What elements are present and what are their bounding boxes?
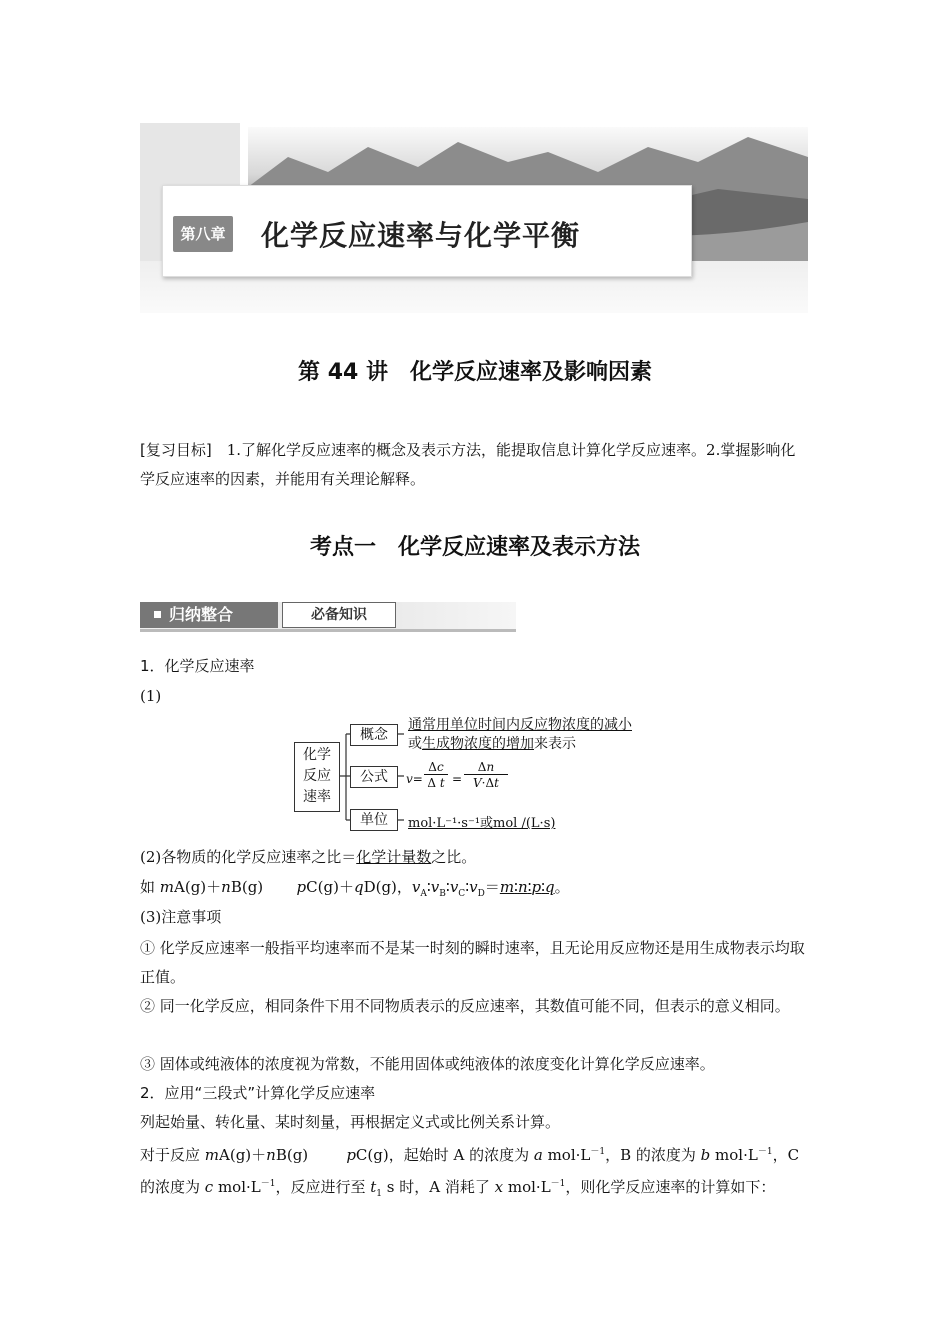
three-stage-intro: 对于反应 mA(g)＋nB(g) pC(g)，起始时 A 的浓度为 a $mol\cdot L^{-1}$，B 的浓度为 b $mol\cdot L^{-1}$，C 的浓度为 c $mol\cdot L^{-1}$，反应进行至 $t_1$ s 时，A 消耗了 x $mol\cdot L^{-1}$，则化学反应速率的计算如下： xyxy=(140,1146,800,1199)
item-2 xyxy=(140,843,810,872)
section-title: 考点一 化学反应速率及表示方法 xyxy=(309,535,640,560)
concept-box: 概念 xyxy=(350,724,398,746)
section-bar-dark-label: 归纳整合 xyxy=(169,605,234,624)
chapter-banner xyxy=(140,123,808,313)
unit-text: mol·L⁻¹·s⁻¹或mol /(L·s) xyxy=(408,816,556,831)
item-1-label: (1) xyxy=(140,687,162,705)
root-line-3: 速率 xyxy=(303,789,331,805)
chapter-title: 化学反应速率与化学平衡 xyxy=(261,219,581,252)
chapter-badge: 第八章 xyxy=(173,216,233,252)
note-3: ③ 固体或纯液体的浓度视为常数，不能用固体或纯液体的浓度变化计算化学反应速率。 xyxy=(140,1055,715,1073)
concept-text-line1: 通常用单位时间内反应物浓度的减小 xyxy=(408,717,632,733)
review-label: [复习目标] xyxy=(140,441,212,459)
note-2: ② 同一化学反应，相同条件下用不同物质表示的反应速率，其数值可能不同，但表示的意义相同。 xyxy=(140,997,790,1015)
concept-text-or: 或 xyxy=(408,736,422,752)
unit-box: 单位 xyxy=(350,809,398,831)
item-4: 列起始量、转化量、某时刻量，再根据定义式或比例关系计算。 xyxy=(140,1113,561,1131)
section-bar-light-label: 必备知识 xyxy=(282,602,396,628)
item-2-prefix: (2)各物质的化学反应速率之比＝ xyxy=(140,848,357,866)
root-box xyxy=(294,742,340,812)
heading-2: 2．应用“三段式”计算化学反应速率 xyxy=(140,1084,376,1102)
chapter-title-card xyxy=(162,185,692,277)
lecture-title: 第 44 讲 化学反应速率及影响因素 xyxy=(298,360,652,385)
formula-box: 公式 xyxy=(350,766,398,788)
section-bar-dark xyxy=(140,602,278,628)
item-2-underlined: 化学计量数 xyxy=(356,848,432,866)
section-bar xyxy=(140,602,516,632)
reaction-example: 如 mA(g)＋nB(g) pC(g)＋qD(g)，$v_A∶v_B∶v_C∶v_D=m∶n∶p∶q$。 xyxy=(140,878,570,899)
concept-text-increase: 生成物浓度的增加 xyxy=(422,736,534,752)
square-icon xyxy=(154,611,161,618)
item-2-suffix: 之比。 xyxy=(431,848,477,866)
concept-text-suffix: 来表示 xyxy=(534,736,576,752)
root-line-1: 化学 xyxy=(303,747,331,763)
heading-1: 1．化学反应速率 xyxy=(140,657,255,675)
root-line-2: 反应 xyxy=(303,768,331,784)
concept-text xyxy=(408,716,632,754)
note-1: ① 化学反应速率一般指平均速率而不是某一时刻的瞬时速率，且无论用反应物还是用生成物表示均取正值。 xyxy=(140,939,805,986)
rate-concept-diagram: 化学 反应 速率 概念 公式 单位 通常用单位时间内反应物浓度的减小 或生成物浓度的增加来表示 v= Δc Δ t = Δn V·Δt mol·L⁻¹·s⁻¹或mol /(L·s) xyxy=(290,712,670,840)
section-bar-underline xyxy=(140,629,516,632)
item-3-title: (3)注意事项 xyxy=(140,908,222,926)
review-text: 1.了解化学反应速率的概念及表示方法，能提取信息计算化学反应速率。2.掌握影响化学反应速率的因素，并能用有关理论解释。 xyxy=(140,441,796,488)
review-goals xyxy=(140,436,810,494)
